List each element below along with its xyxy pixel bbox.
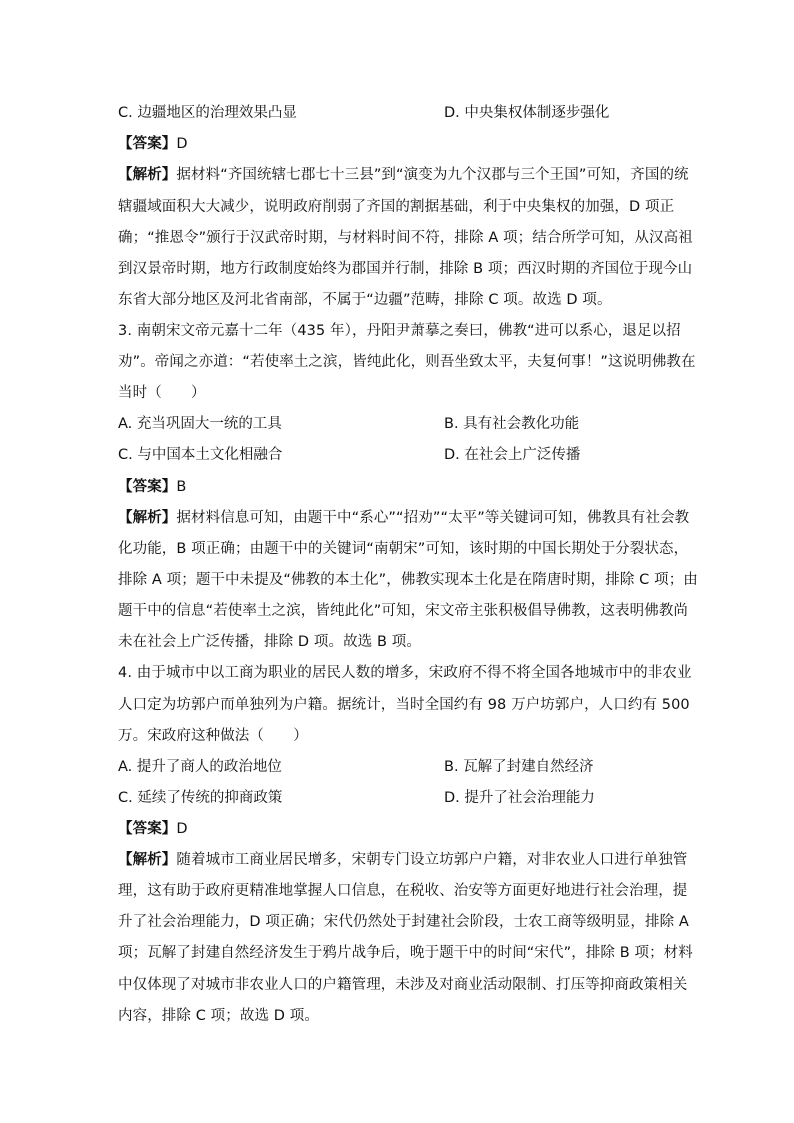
q3-option-b: B. 具有社会教化功能	[444, 416, 580, 432]
q4-option-c: C. 延续了传统的抑商政策	[118, 790, 283, 806]
q4-analysis-line-6: 内容，排除 C 项；故选 D 项。	[118, 1008, 319, 1024]
q2-option-c: C. 边疆地区的治理效果凸显	[118, 105, 297, 121]
analysis-text: 据材料信息可知，由题干中“系心”“招劝”“太平”等关键词可知，佛教具有社会教	[176, 510, 690, 526]
q4-answer	[118, 819, 678, 839]
q3-option-a: A. 充当巩固大一统的工具	[118, 416, 282, 432]
q2-answer	[118, 134, 678, 154]
q4-stem-line-2: 人口定为坊郭户而单独列为户籍。据统计，当时全国约有 98 万户坊郭户，人口约有 500	[118, 697, 690, 713]
answer-value: D	[176, 136, 188, 152]
q3-option-d: D. 在社会上广泛传播	[444, 447, 581, 463]
q2-analysis-line-3: 确；“推恩令”颁行于汉武帝时期，与材料时间不符，排除 A 项；结合所学可知，从汉高祖	[118, 230, 693, 246]
answer-value: D	[176, 821, 188, 837]
q3-stem-line-2: 劝”。帝闻之亦道：“若使率土之滨，皆纯此化，则吾坐致太平，夫复何事！”这说明佛教在	[118, 354, 696, 370]
q3-stem-line-1: 3. 南朝宋文帝元嘉十二年（435 年），丹阳尹萧摹之奏曰，佛教“进可以系心，退足以招	[118, 323, 681, 339]
q4-option-a: A. 提升了商人的政治地位	[118, 759, 282, 775]
q2-analysis-line-4: 到汉景帝时期，地方行政制度始终为郡国并行制，排除 B 项；西汉时期的齐国位于现今山	[118, 261, 693, 277]
analysis-tag: 【解析】	[118, 510, 177, 526]
q2-analysis-line-1	[118, 165, 689, 185]
q3-answer	[118, 477, 678, 497]
q3-analysis-line-4: 题干中的信息“若使率土之滨，皆纯此化”可知，宋文帝主张积极倡导佛教，这表明佛教尚	[118, 603, 689, 619]
q3-analysis-line-2: 化功能，B 项正确；由题干中的关键词“南朝宋”可知，该时期的中国长期处于分裂状态，	[118, 541, 689, 557]
q4-stem-line-1: 4. 由于城市中以工商为职业的居民人数的增多，宋政府不得不将全国各地城市中的非农业	[118, 665, 692, 681]
q3-analysis-line-3: 排除 A 项；题干中未提及“佛教的本土化”，佛教实现本土化是在隋唐时期，排除 C 项；由	[118, 572, 698, 588]
q2-option-d: D. 中央集权体制逐步强化	[444, 105, 610, 121]
q4-stem-line-3: 万。宋政府这种做法（ ）	[118, 728, 308, 744]
q2-analysis-line-2: 辖疆域面积大大减少，说明政府削弱了齐国的割据基础，利于中央集权的加强，D 项正	[118, 199, 675, 215]
q4-analysis-line-3: 升了社会治理能力，D 项正确；宋代仍然处于封建社会阶段，士农工商等级明显，排除 A	[118, 914, 689, 930]
q3-analysis-line-1	[118, 508, 690, 528]
q4-analysis-line-5: 中仅体现了对城市非农业人口的户籍管理，未涉及对商业活动限制、打压等抑商政策相关	[118, 977, 688, 993]
analysis-tag: 【解析】	[118, 167, 177, 183]
analysis-tag: 【解析】	[118, 852, 177, 868]
answer-tag: 【答案】	[118, 821, 177, 837]
q4-option-b: B. 瓦解了封建自然经济	[444, 759, 594, 775]
analysis-text: 随着城市工商业居民增多，宋朝专门设立坊郭户户籍，对非农业人口进行单独管	[176, 852, 688, 868]
q4-analysis-line-1	[118, 850, 688, 870]
analysis-text: 据材料“齐国统辖七郡七十三县”到“演变为九个汉郡与三个王国”可知，齐国的统	[176, 167, 689, 183]
q3-option-c: C. 与中国本土文化相融合	[118, 447, 283, 463]
q2-analysis-line-5: 东省大部分地区及河北省南部，不属于“边疆”范畴，排除 C 项。故选 D 项。	[118, 292, 612, 308]
q4-analysis-line-2: 理，这有助于政府更精准地掌握人口信息，在税收、治安等方面更好地进行社会治理，提	[118, 883, 688, 899]
q4-analysis-line-4: 项；瓦解了封建自然经济发生于鸦片战争后，晚于题干中的时间“宋代”，排除 B 项；材料	[118, 945, 693, 961]
q4-option-d: D. 提升了社会治理能力	[444, 790, 595, 806]
answer-value: B	[176, 479, 187, 495]
q3-stem-line-3: 当时（ ）	[118, 385, 206, 401]
answer-tag: 【答案】	[118, 479, 177, 495]
q3-analysis-line-5: 未在社会上广泛传播，排除 D 项。故选 B 项。	[118, 634, 421, 650]
answer-tag: 【答案】	[118, 136, 177, 152]
